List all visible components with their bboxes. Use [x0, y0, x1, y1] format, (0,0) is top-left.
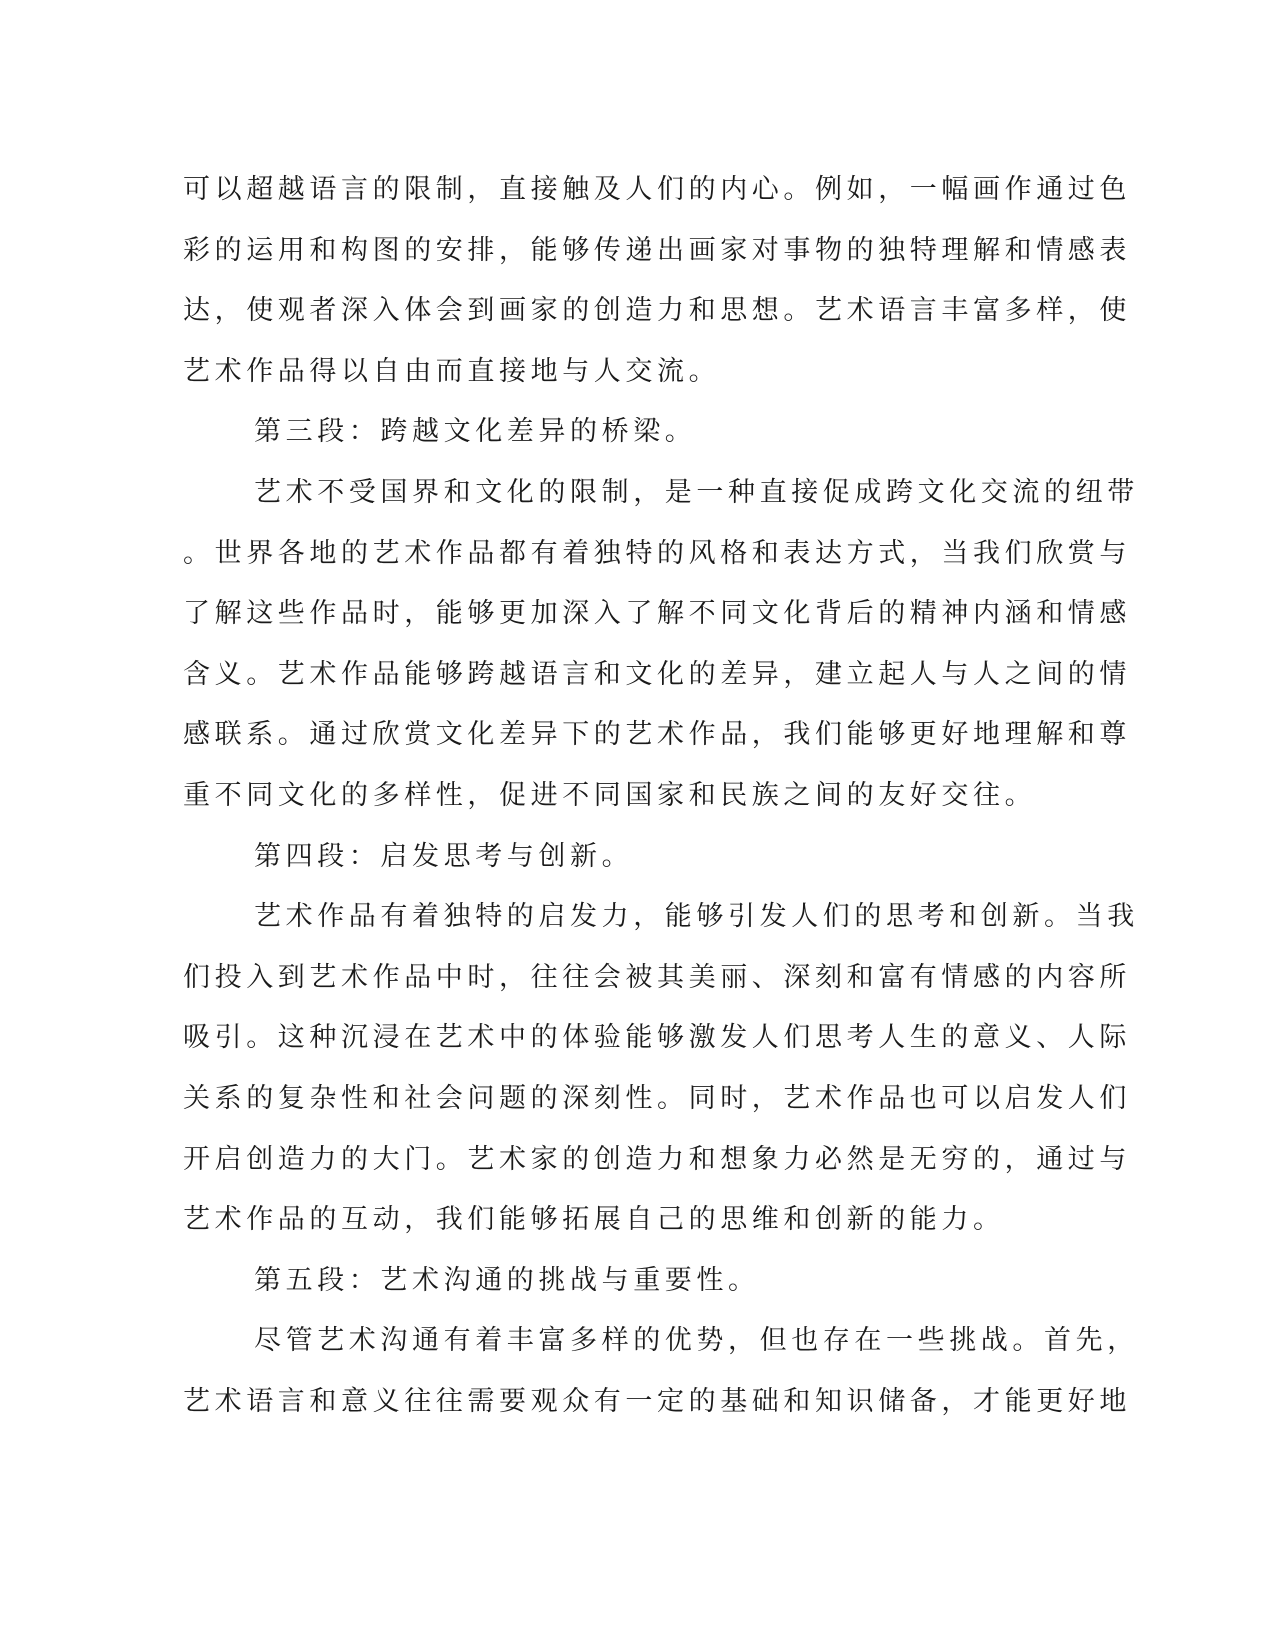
text-line: 达，使观者深入体会到画家的创造力和思想。艺术语言丰富多样，使: [183, 295, 1131, 327]
text-line: 吸引。这种沉浸在艺术中的体验能够激发人们思考人生的意义、人际: [183, 1022, 1131, 1054]
text-line: 艺术作品的互动，我们能够拓展自己的思维和创新的能力。: [183, 1204, 1005, 1236]
paragraph-first-line: 艺术不受国界和文化的限制，是一种直接促成跨文化交流的纽带: [254, 476, 1139, 508]
text-line: 含义。艺术作品能够跨越语言和文化的差异，建立起人与人之间的情: [183, 658, 1131, 690]
text-line: 重不同文化的多样性，促进不同国家和民族之间的友好交往。: [183, 779, 1037, 811]
text-line: 开启创造力的大门。艺术家的创造力和想象力必然是无穷的，通过与: [183, 1143, 1131, 1175]
paragraph-first-line: 第四段：启发思考与创新。: [254, 840, 634, 872]
text-line: 感联系。通过欣赏文化差异下的艺术作品，我们能够更好地理解和尊: [183, 719, 1131, 751]
paragraph-first-line: 第三段：跨越文化差异的桥梁。: [254, 416, 697, 448]
text-line: 。世界各地的艺术作品都有着独特的风格和表达方式，当我们欣赏与: [183, 537, 1131, 569]
text-line: 彩的运用和构图的安排，能够传递出画家对事物的独特理解和情感表: [183, 234, 1131, 266]
text-line: 艺术语言和意义往往需要观众有一定的基础和知识储备，才能更好地: [183, 1385, 1131, 1417]
paragraph-first-line: 尽管艺术沟通有着丰富多样的优势，但也存在一些挑战。首先，: [254, 1325, 1139, 1357]
document-body: [183, 160, 1139, 1432]
text-line: 艺术作品得以自由而直接地与人交流。: [183, 355, 721, 387]
text-line: 关系的复杂性和社会问题的深刻性。同时，艺术作品也可以启发人们: [183, 1082, 1131, 1114]
text-line: 可以超越语言的限制，直接触及人们的内心。例如，一幅画作通过色: [183, 174, 1131, 205]
text-line: 们投入到艺术作品中时，往往会被其美丽、深刻和富有情感的内容所: [183, 961, 1131, 993]
text-line: 了解这些作品时，能够更加深入了解不同文化背后的精神内涵和情感: [183, 598, 1131, 630]
paragraph-first-line: 第五段：艺术沟通的挑战与重要性。: [254, 1264, 760, 1296]
paragraph-first-line: 艺术作品有着独特的启发力，能够引发人们的思考和创新。当我: [254, 901, 1139, 933]
